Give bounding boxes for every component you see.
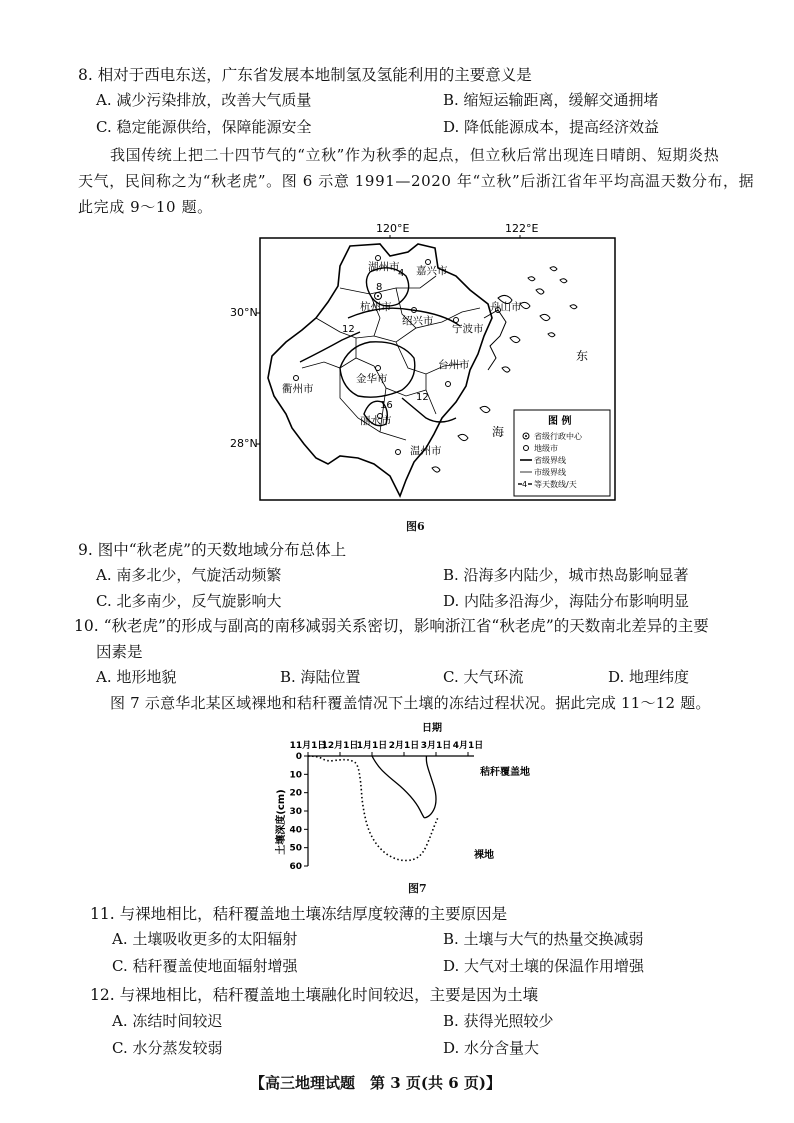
city-taizhou: 台州市 — [438, 359, 470, 371]
x-tick-label: 2月1日 — [388, 741, 420, 751]
q12-option-a: A. 冻结时间较迟 — [112, 1012, 223, 1030]
x-tick-label: 11月1日 — [289, 741, 327, 751]
y-tick-label: 60 — [289, 862, 302, 872]
y-tick-label: 40 — [289, 825, 302, 836]
q12-option-d: D. 水分含量大 — [443, 1039, 540, 1057]
q8-option-d: D. 降低能源成本，提高经济效益 — [443, 118, 660, 136]
q10-option-c: C. 大气环流 — [443, 668, 524, 686]
isoline-label-8: 8 — [376, 282, 383, 293]
lon-label-122: 122°E — [505, 222, 539, 235]
isoline-label-4: 4 — [398, 268, 405, 279]
q10-stem-line1: 10. “秋老虎”的形成与副高的南移减弱关系密切，影响浙江省“秋老虎”的天数南北差异的主要 — [74, 617, 709, 635]
legend-prefecture-city: 地级市 — [534, 444, 558, 453]
q12-option-b: B. 获得光照较少 — [443, 1012, 554, 1030]
y-tick-label: 20 — [289, 788, 302, 799]
y-tick-label: 10 — [289, 770, 302, 781]
q12-stem: 12. 与裸地相比，秸秆覆盖地土壤融化时间较迟，主要是因为土壤 — [90, 986, 539, 1004]
lat-label-28: 28°N — [230, 437, 258, 450]
zhejiang-map-figure — [230, 218, 625, 518]
chart-xlabel: 日期 — [422, 723, 442, 734]
y-tick-label: 0 — [295, 752, 302, 762]
sea-label-sea: 海 — [492, 425, 505, 439]
city-ningbo: 宁波市 — [452, 323, 484, 335]
x-tick-label: 4月1日 — [452, 741, 484, 751]
q9-stem: 9. 图中“秋老虎”的天数地域分布总体上 — [78, 541, 347, 559]
lat-label-30: 30°N — [230, 306, 258, 319]
q8-option-b: B. 缩短运输距离，缓解交通拥堵 — [443, 91, 659, 109]
q11-option-a: A. 土壤吸收更多的太阳辐射 — [112, 930, 298, 948]
series-line-straw — [372, 756, 436, 818]
city-wenzhou: 温州市 — [410, 445, 442, 457]
city-zhoushan: 舟山市 — [490, 301, 522, 313]
y-tick-label: 50 — [289, 843, 302, 854]
passage2: 图 7 示意华北某区域裸地和秸秆覆盖情况下土壤的冻结过程状况。据此完成 11～12 题。 — [110, 694, 711, 712]
q10-option-b: B. 海陆位置 — [280, 668, 361, 686]
q11-option-d: D. 大气对土壤的保温作用增强 — [443, 957, 645, 975]
isoline-label-12b: 12 — [416, 392, 429, 403]
city-jiaxing: 嘉兴市 — [416, 265, 448, 277]
passage1-line1: 我国传统上把二十四节气的“立秋”作为秋季的起点，但立秋后常出现连日晴朗、短期炎热 — [110, 146, 720, 164]
q11-option-c: C. 秸秆覆盖使地面辐射增强 — [112, 957, 298, 975]
city-hangzhou: 杭州市 — [360, 301, 392, 313]
passage1-line3: 此完成 9～10 题。 — [78, 198, 213, 216]
fig7-caption: 图7 — [408, 882, 427, 895]
q9-option-d: D. 内陆多沿海少，海陆分布影响明显 — [443, 592, 690, 610]
x-tick-label: 3月1日 — [420, 741, 452, 751]
series-line-bare — [308, 756, 438, 861]
q11-stem: 11. 与裸地相比，秸秆覆盖地土壤冻结厚度较薄的主要原因是 — [90, 905, 508, 923]
x-tick-label: 12月1日 — [321, 741, 359, 751]
legend-isoline: 等天数线/天 — [534, 480, 577, 489]
page-footer: 【高三地理试题 第 3 页(共 6 页)】 — [250, 1074, 501, 1092]
q8-option-c: C. 稳定能源供给，保障能源安全 — [96, 118, 312, 136]
series-label-straw: 秸秆覆盖地 — [480, 767, 530, 778]
y-tick-label: 30 — [289, 807, 302, 817]
chart-ylabel: 土壤深度(cm) — [276, 789, 287, 855]
q10-stem-line2: 因素是 — [96, 643, 143, 661]
lon-label-120: 120°E — [376, 222, 410, 235]
q9-option-a: A. 南多北少，气旋活动频繁 — [96, 566, 282, 584]
legend-provincial-boundary: 省级界线 — [534, 456, 566, 465]
q8-option-a: A. 减少污染排放，改善大气质量 — [96, 91, 312, 109]
q12-option-c: C. 水分蒸发较弱 — [112, 1039, 223, 1057]
legend-provincial-center: 省级行政中心 — [534, 432, 582, 441]
city-quzhou: 衢州市 — [282, 383, 314, 395]
sea-label-east: 东 — [576, 349, 589, 363]
city-jinhua: 金华市 — [356, 373, 388, 385]
city-shaoxing: 绍兴市 — [402, 315, 434, 327]
isoline-label-12a: 12 — [342, 324, 355, 335]
city-huzhou: 湖州市 — [368, 261, 400, 273]
series-label-bare: 裸地 — [474, 850, 494, 861]
q9-option-b: B. 沿海多内陆少，城市热岛影响显著 — [443, 566, 689, 584]
isoline-label-16: 16 — [380, 400, 393, 411]
legend-isoline-sample: 4 — [522, 480, 528, 489]
q11-option-b: B. 土壤与大气的热量交换减弱 — [443, 930, 644, 948]
q10-option-a: A. 地形地貌 — [96, 668, 177, 686]
passage1-line2: 天气，民间称之为“秋老虎”。图 6 示意 1991—2020 年“立秋”后浙江省年平均高温天数分布，据 — [78, 172, 755, 190]
legend-title: 图 例 — [548, 416, 572, 427]
legend-city-boundary: 市级界线 — [534, 468, 566, 477]
soil-freezing-chart — [270, 718, 570, 878]
q9-option-c: C. 北多南少，反气旋影响大 — [96, 592, 282, 610]
fig6-caption: 图6 — [406, 520, 425, 533]
q8-stem: 8. 相对于西电东送，广东省发展本地制氢及氢能利用的主要意义是 — [78, 66, 532, 84]
city-lishui: 丽水市 — [360, 415, 392, 427]
q10-option-d: D. 地理纬度 — [608, 668, 690, 686]
x-tick-label: 1月1日 — [356, 741, 388, 751]
map-legend — [514, 410, 610, 496]
